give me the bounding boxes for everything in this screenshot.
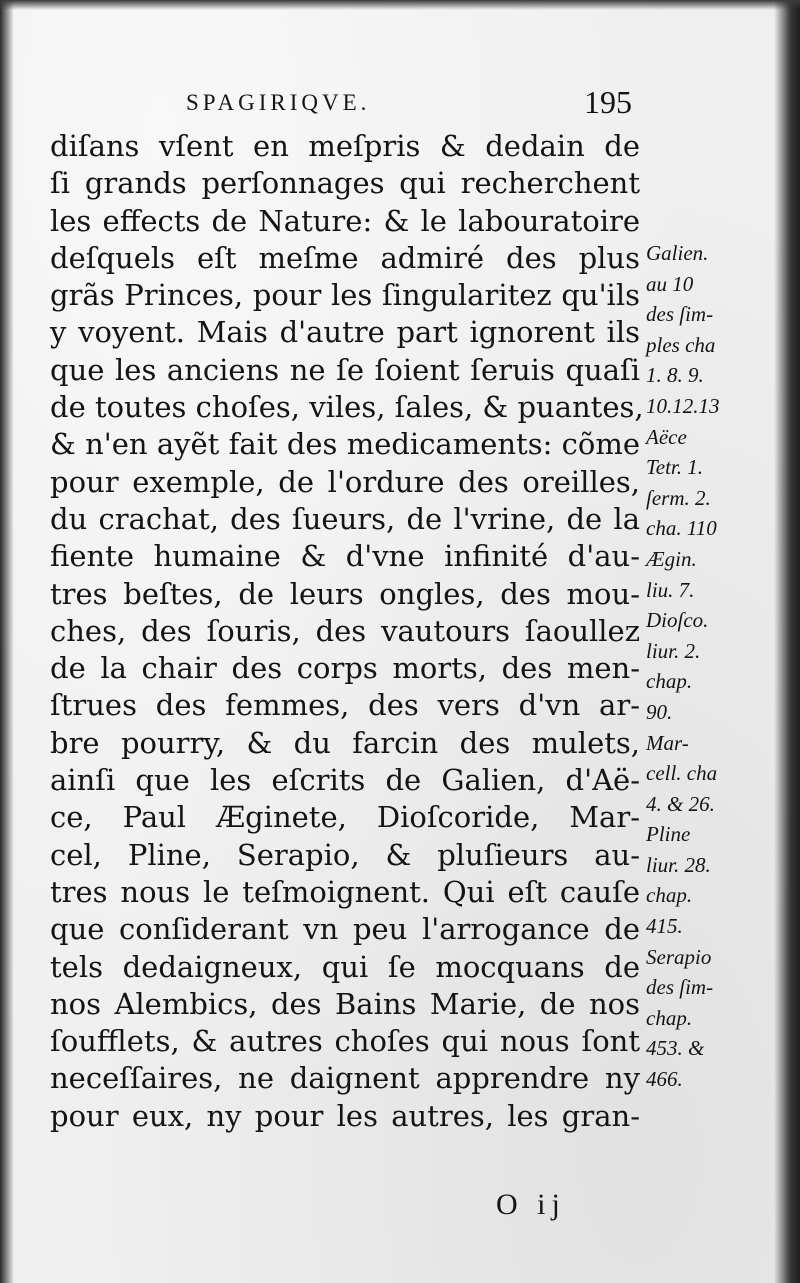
margin-notes [646,238,778,1095]
text-line: que conſiderant vn peu l'arrogance de [50,912,640,947]
text-line: les effects de Nature: & le labouratoire [50,203,640,238]
text-line: bre pourry, & du farcin des mulets, [50,725,640,760]
page-edge-left [0,0,14,1283]
signature-mark: O ij [496,1188,566,1221]
text-line: diſans vſent en meſpris & dedain de [50,129,640,163]
text-line: ſtrues des femmes, des vers d'vn ar- [50,688,640,723]
margin-note-line: Ægin. [646,546,697,571]
text-line: neceſſaires, ne daignent apprendre ny [50,1061,640,1096]
text-line: tels dedaigneux, qui ſe mocquans de [50,949,640,984]
margin-note-line: des ſim- [646,302,714,327]
margin-note-line: Aëce [646,424,687,449]
margin-note-line: Mar- [646,730,689,755]
margin-note-line: cha. 110 [646,516,717,541]
margin-note-line: 90. [646,699,673,724]
text-line: que les anciens ne ſe ſoient ſeruis quaſi [50,352,640,387]
margin-note-line: Galien. [646,241,709,265]
running-head: SPAGIRIQVE. [186,90,371,115]
text-line: ches, des ſouris, des vautours ſaoullez [50,613,640,648]
margin-note-line: ples cha [646,332,716,357]
body-text [50,128,644,1135]
text-line: grãs Princes, pour les ſingularitez qu'ils [50,278,640,313]
text-line: pour eux, ny pour les autres, les gran- [50,1098,640,1133]
page-header [186,86,632,126]
margin-note-line: des ſim- [646,975,714,1000]
text-line: de toutes choſes, viles, ſales, & puantes, [50,390,644,425]
text-line: & n'en ayẽt fait des medicaments: cõme [50,427,640,462]
margin-note-line: chap. [646,669,693,694]
page-footer [496,1188,636,1228]
margin-note-line: Dioſco. [646,608,709,633]
text-line: ſi grands perſonnages qui recherchent [50,166,640,201]
margin-note-line: cell. cha [646,761,718,786]
margin-note-line: Serapio [646,944,712,969]
margin-note-line: 1. 8. 9. [646,363,704,388]
margin-note-line: Pline [646,822,691,847]
margin-note-line: 10.12.13 [646,393,720,418]
text-line: tres beſtes, de leurs ongles, des mou- [50,576,640,611]
margin-note-line: 4. & 26. [646,791,715,816]
text-line: de la chair des corps morts, des men- [50,651,640,686]
margin-note-line: 453. & [646,1036,705,1061]
text-line: cel, Pline, Serapio, & pluſieurs au- [50,837,640,872]
margin-note-line: 466. [646,1067,683,1092]
text-line: fiente humaine & d'vne infinité d'au- [50,539,640,574]
page-number: 195 [584,84,632,120]
text-line: tres nous le teſmoignent. Qui eſt cauſe [50,874,640,909]
page-edge-top [0,0,800,10]
text-line: ainſi que les eſcrits de Galien, d'Aë- [50,763,640,798]
text-line: ce, Paul Æginete, Dioſcoride, Mar- [50,800,640,835]
margin-note-line: Tetr. 1. [646,455,704,480]
text-line: nos Alembics, des Bains Marie, de nos [50,986,640,1021]
margin-note-line: liur. 28. [646,852,711,877]
margin-note-line: liu. 7. [646,577,695,602]
text-line: deſquels eſt meſme admiré des plus [50,240,640,275]
margin-note-line: chap. [646,883,693,908]
margin-note-line: 415. [646,914,683,939]
text-line: du crachat, des ſueurs, de l'vrine, de la [50,501,640,536]
margin-note-line: chap. [646,1005,693,1030]
margin-note-line: au 10 [646,271,694,296]
text-line: y voyent. Mais d'autre part ignorent ils [50,315,640,350]
text-line: ſoufflets, & autres choſes qui nous ſont [50,1024,640,1059]
margin-note-line: liur. 2. [646,638,701,663]
text-line: pour exemple, de l'ordure des oreilles, [50,464,640,499]
margin-note-line: ſerm. 2. [646,485,711,510]
